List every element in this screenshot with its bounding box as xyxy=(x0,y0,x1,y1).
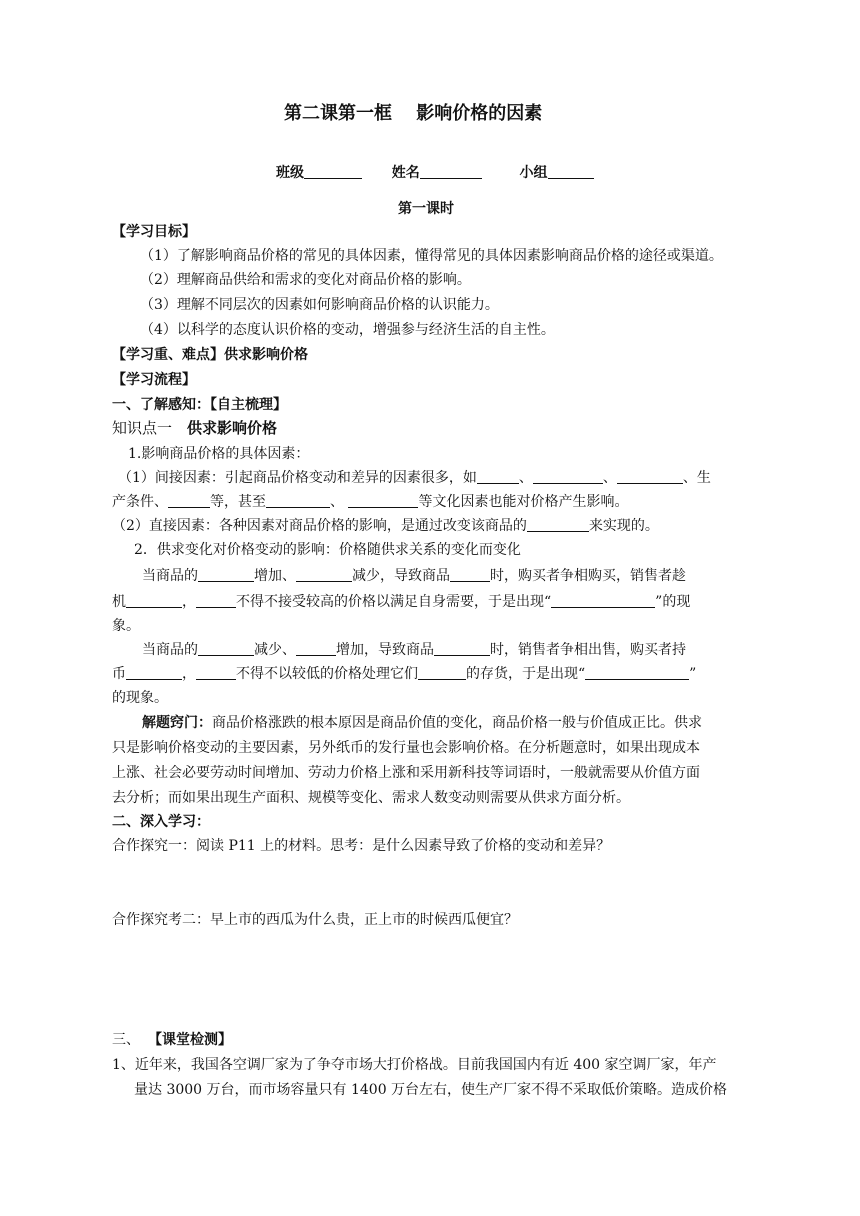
question1-line1: 1、近年来，我国各空调厂家为了争夺市场大打价格战。目前我国国内有近 400 家空调厂家，年产 xyxy=(112,1057,717,1073)
student-info-line xyxy=(276,163,594,183)
group-blank[interactable] xyxy=(548,164,594,179)
name-label: 姓名 xyxy=(391,165,420,181)
tip-line1: 解题窍门：商品价格涨跌的根本原因是商品价值的变化，商品价格一般与价值成正比。供求 xyxy=(142,715,702,731)
fill-blank[interactable] xyxy=(296,641,336,656)
fill-blank[interactable] xyxy=(477,469,519,484)
goal-item: （1）了解影响商品价格的常见的具体因素，懂得常见的具体因素影响商品价格的途径或渠道。 xyxy=(140,248,723,264)
knowledge-point-line xyxy=(112,418,277,438)
supply-surplus-line1: 当商品的 减少、 增加，导致商品 时，销售者争相出售，购买者持 xyxy=(142,642,686,658)
goals-heading: 【学习目标】 xyxy=(112,224,196,240)
section2-heading: 二、深入学习： xyxy=(112,814,210,830)
cooperative-inquiry-2: 合作探究考二：早上市的西瓜为什么贵，正上市的时候西瓜便宜？ xyxy=(112,912,518,928)
fill-blank[interactable] xyxy=(296,567,352,582)
fill-blank[interactable] xyxy=(533,469,603,484)
goal-item: （4）以科学的态度认识价格的变动，增强参与经济生活的自主性。 xyxy=(140,322,555,338)
section3-heading-line: 三、 【课堂检测】 xyxy=(112,1032,232,1048)
cooperative-inquiry-1: 合作探究一：阅读 P11 上的材料。思考：是什么因素导致了价格的变动和差异？ xyxy=(112,838,611,854)
fill-blank[interactable] xyxy=(585,665,689,680)
fill-blank[interactable] xyxy=(617,469,683,484)
kp1-title: 供求影响价格 xyxy=(187,419,278,437)
supply-shortage-line2: 机 ， 不得不接受较高的价格以满足自身需要，于是出现“ ”的现 xyxy=(112,594,691,610)
fill-blank[interactable] xyxy=(168,493,210,508)
fill-blank[interactable] xyxy=(434,641,490,656)
group-label: 小组 xyxy=(519,165,548,181)
fill-blank[interactable] xyxy=(126,665,182,680)
fill-blank[interactable] xyxy=(196,593,236,608)
fill-blank[interactable] xyxy=(527,517,589,532)
item1-text: 1.影响商品价格的具体因素： xyxy=(128,446,310,462)
class-blank[interactable] xyxy=(304,164,362,179)
session-label: 第一课时 xyxy=(398,201,454,217)
key-points: 【学习重、难点】供求影响价格 xyxy=(112,347,308,363)
tip-line2: 只是影响价格变动的主要因素，另外纸币的发行量也会影响价格。在分析题意时，如果出现成本 xyxy=(112,740,700,756)
fill-blank[interactable] xyxy=(198,641,254,656)
section3-heading: 【课堂检测】 xyxy=(148,1032,232,1048)
tip-line4: 去分析；而如果出现生产面积、规模等变化、需求人数变动则需要从供求方面分析。 xyxy=(112,790,630,806)
supply-surplus-line3: 的现象。 xyxy=(112,690,168,706)
fill-blank[interactable] xyxy=(450,567,490,582)
kp1-prefix: 知识点一 xyxy=(112,419,188,437)
process-heading: 【学习流程】 xyxy=(112,372,196,388)
indirect-factors-line1: （1）间接因素：引起商品价格变动和差异的因素很多，如 、 、 、生 xyxy=(118,470,711,486)
fill-blank[interactable] xyxy=(551,593,655,608)
tip-line3: 上涨、社会必要劳动时间增加、劳动力价格上涨和采用新科技等词语时，一般就需要从价值方面 xyxy=(112,765,700,781)
goal-item: （2）理解商品供给和需求的变化对商品价格的影响。 xyxy=(140,272,471,288)
fill-blank[interactable] xyxy=(418,665,466,680)
name-blank[interactable] xyxy=(420,164,482,179)
indirect-factors-line2: 产条件、 等，甚至 、 等文化因素也能对价格产生影响。 xyxy=(112,494,629,510)
item2-text: 2．供求变化对价格变动的影响：价格随供求关系的变化而变化 xyxy=(134,542,521,558)
direct-factors-line: （2）直接因素：各种因素对商品价格的影响，是通过改变该商品的 来实现的。 xyxy=(112,518,659,534)
tip-label: 解题窍门： xyxy=(142,715,212,731)
supply-surplus-line2: 币 ， 不得不以较低的价格处理它们 的存货，于是出现“ ” xyxy=(112,666,697,682)
fill-blank[interactable] xyxy=(198,567,254,582)
supply-shortage-line3: 象。 xyxy=(112,618,140,634)
fill-blank[interactable] xyxy=(126,593,182,608)
fill-blank[interactable] xyxy=(266,493,330,508)
page-title: 第二课第一框 影响价格的因素 xyxy=(284,103,543,124)
supply-shortage-line1: 当商品的 增加、 减少，导致商品 时，购买者争相购买，销售者趁 xyxy=(142,568,686,584)
class-label: 班级 xyxy=(276,165,304,181)
section1-heading: 一、了解感知：【自主梳理】 xyxy=(112,397,287,413)
goal-item: （3）理解不同层次的因素如何影响商品价格的认识能力。 xyxy=(140,297,499,313)
question1-line2: 量达 3000 万台，而市场容量只有 1400 万台左右，使生产厂家不得不采取低价策略。造成价格 xyxy=(134,1082,728,1098)
fill-blank[interactable] xyxy=(196,665,236,680)
fill-blank[interactable] xyxy=(348,493,418,508)
